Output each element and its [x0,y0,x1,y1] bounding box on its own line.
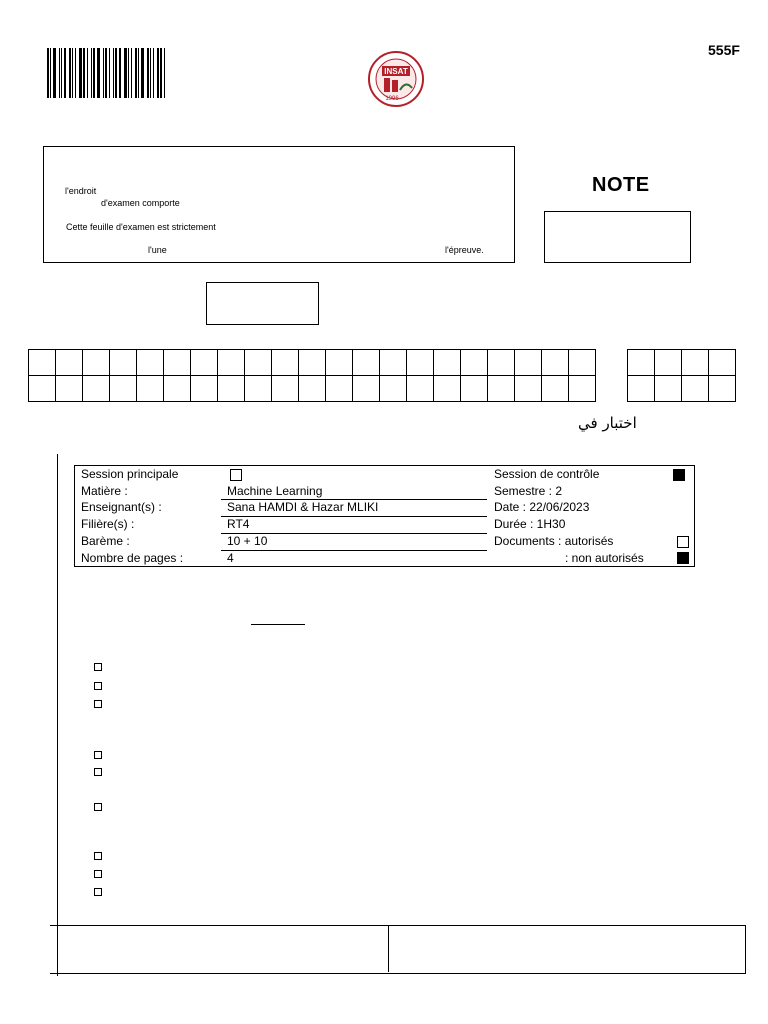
answer-checkbox[interactable] [94,751,102,759]
grid-cell[interactable] [515,376,542,402]
grid-cell[interactable] [164,350,191,376]
grid-cell[interactable] [83,376,110,402]
grid-cell[interactable] [29,376,56,402]
grid-cell[interactable] [682,376,709,402]
instruction-line-4-left: l'une [148,245,167,255]
filiere-value: RT4 [227,517,250,531]
answer-checkbox[interactable] [94,852,102,860]
grid-cell[interactable] [191,376,218,402]
instruction-line-2: d'examen comporte [101,198,180,208]
bareme-value: 10 + 10 [227,534,268,548]
grid-cell[interactable] [542,376,569,402]
grid-cell[interactable] [655,376,682,402]
answer-checkbox[interactable] [94,663,102,671]
grid-cell[interactable] [542,350,569,376]
logo-text: INSAT [384,67,408,76]
session-principale-label: Session principale [81,467,179,481]
grid-cell[interactable] [218,350,245,376]
grid-cell[interactable] [655,350,682,376]
session-controle-label: Session de contrôle [494,467,600,481]
grid-cell[interactable] [56,376,83,402]
session-principale-checkbox[interactable] [230,469,242,481]
grid-cell[interactable] [29,350,56,376]
code-box[interactable] [206,282,319,325]
grid-cell[interactable] [110,350,137,376]
answer-checkbox[interactable] [94,682,102,690]
grid-cell[interactable] [682,350,709,376]
grid-cell[interactable] [569,350,596,376]
nb-pages-value: 4 [227,551,234,565]
answer-checkbox[interactable] [94,888,102,896]
matiere-label: Matière : [81,484,128,498]
signature-line [251,624,305,625]
note-label: NOTE [592,174,650,196]
grid-cell[interactable] [272,350,299,376]
grid-cell[interactable] [218,376,245,402]
enseignants-label: Enseignant(s) : [81,500,162,514]
grid-cell[interactable] [245,376,272,402]
grid-cell[interactable] [56,350,83,376]
grid-cell[interactable] [628,376,655,402]
grid-cell[interactable] [380,350,407,376]
grid-cell[interactable] [137,376,164,402]
grid-cell[interactable] [569,376,596,402]
answer-checkbox[interactable] [94,803,102,811]
date-text: Date : 22/06/2023 [494,500,590,514]
grid-cell[interactable] [515,350,542,376]
grid-cell[interactable] [299,376,326,402]
session-controle-checkbox[interactable] [673,469,685,481]
grid-cell[interactable] [110,376,137,402]
grid-cell[interactable] [326,350,353,376]
documents-autorises-checkbox[interactable] [677,536,689,548]
documents-autorises-label: Documents : autorisés [494,534,614,548]
footer-border-top [50,925,746,926]
grid-cell[interactable] [488,350,515,376]
grid-cell[interactable] [299,350,326,376]
sheet-code: 555F [708,42,740,58]
duree-text: Durée : 1H30 [494,517,566,531]
grid-cell[interactable] [709,376,736,402]
grid-cell[interactable] [709,350,736,376]
grid-cell[interactable] [488,376,515,402]
documents-non-autorises-checkbox[interactable] [677,552,689,564]
grid-cell[interactable] [461,350,488,376]
id-grid-right[interactable] [627,349,736,402]
grid-cell[interactable] [434,350,461,376]
grid-cell[interactable] [407,350,434,376]
barcode [47,48,169,98]
grid-cell[interactable] [245,350,272,376]
bareme-label: Barème : [81,534,130,548]
grid-cell[interactable] [191,350,218,376]
footer-border-bottom [50,973,746,974]
arabic-label: اختبار في [578,414,637,432]
answer-checkbox[interactable] [94,768,102,776]
grid-cell[interactable] [628,350,655,376]
grid-cell[interactable] [353,376,380,402]
margin-line [57,454,58,976]
enseignants-value: Sana HAMDI & Hazar MLIKI [227,500,379,514]
grid-cell[interactable] [380,376,407,402]
grid-cell[interactable] [353,350,380,376]
grid-cell[interactable] [407,376,434,402]
nb-pages-label: Nombre de pages : [81,551,184,565]
grid-cell[interactable] [434,376,461,402]
grid-cell[interactable] [164,376,191,402]
exam-details-box [74,465,695,567]
footer-divider [388,925,389,972]
instructions-box [43,146,515,263]
answer-checkbox[interactable] [94,870,102,878]
insat-logo [362,50,430,108]
filiere-label: Filière(s) : [81,517,135,531]
instruction-line-4-right: l'épreuve. [445,245,484,255]
semestre-text: Semestre : 2 [494,484,563,498]
grid-cell[interactable] [326,376,353,402]
grid-cell[interactable] [137,350,164,376]
matiere-value: Machine Learning [227,484,323,498]
grid-cell[interactable] [272,376,299,402]
logo-year: 1996 [385,96,399,102]
grid-cell[interactable] [461,376,488,402]
instruction-line-3: Cette feuille d'examen est strictement [66,222,216,232]
instruction-line-1: l'endroit [65,186,97,196]
grid-cell[interactable] [83,350,110,376]
id-grid-left[interactable] [28,349,596,402]
note-box[interactable] [544,211,691,263]
documents-non-autorises-label: : non autorisés [565,551,644,565]
footer-border-right [745,925,746,973]
answer-checkbox[interactable] [94,700,102,708]
